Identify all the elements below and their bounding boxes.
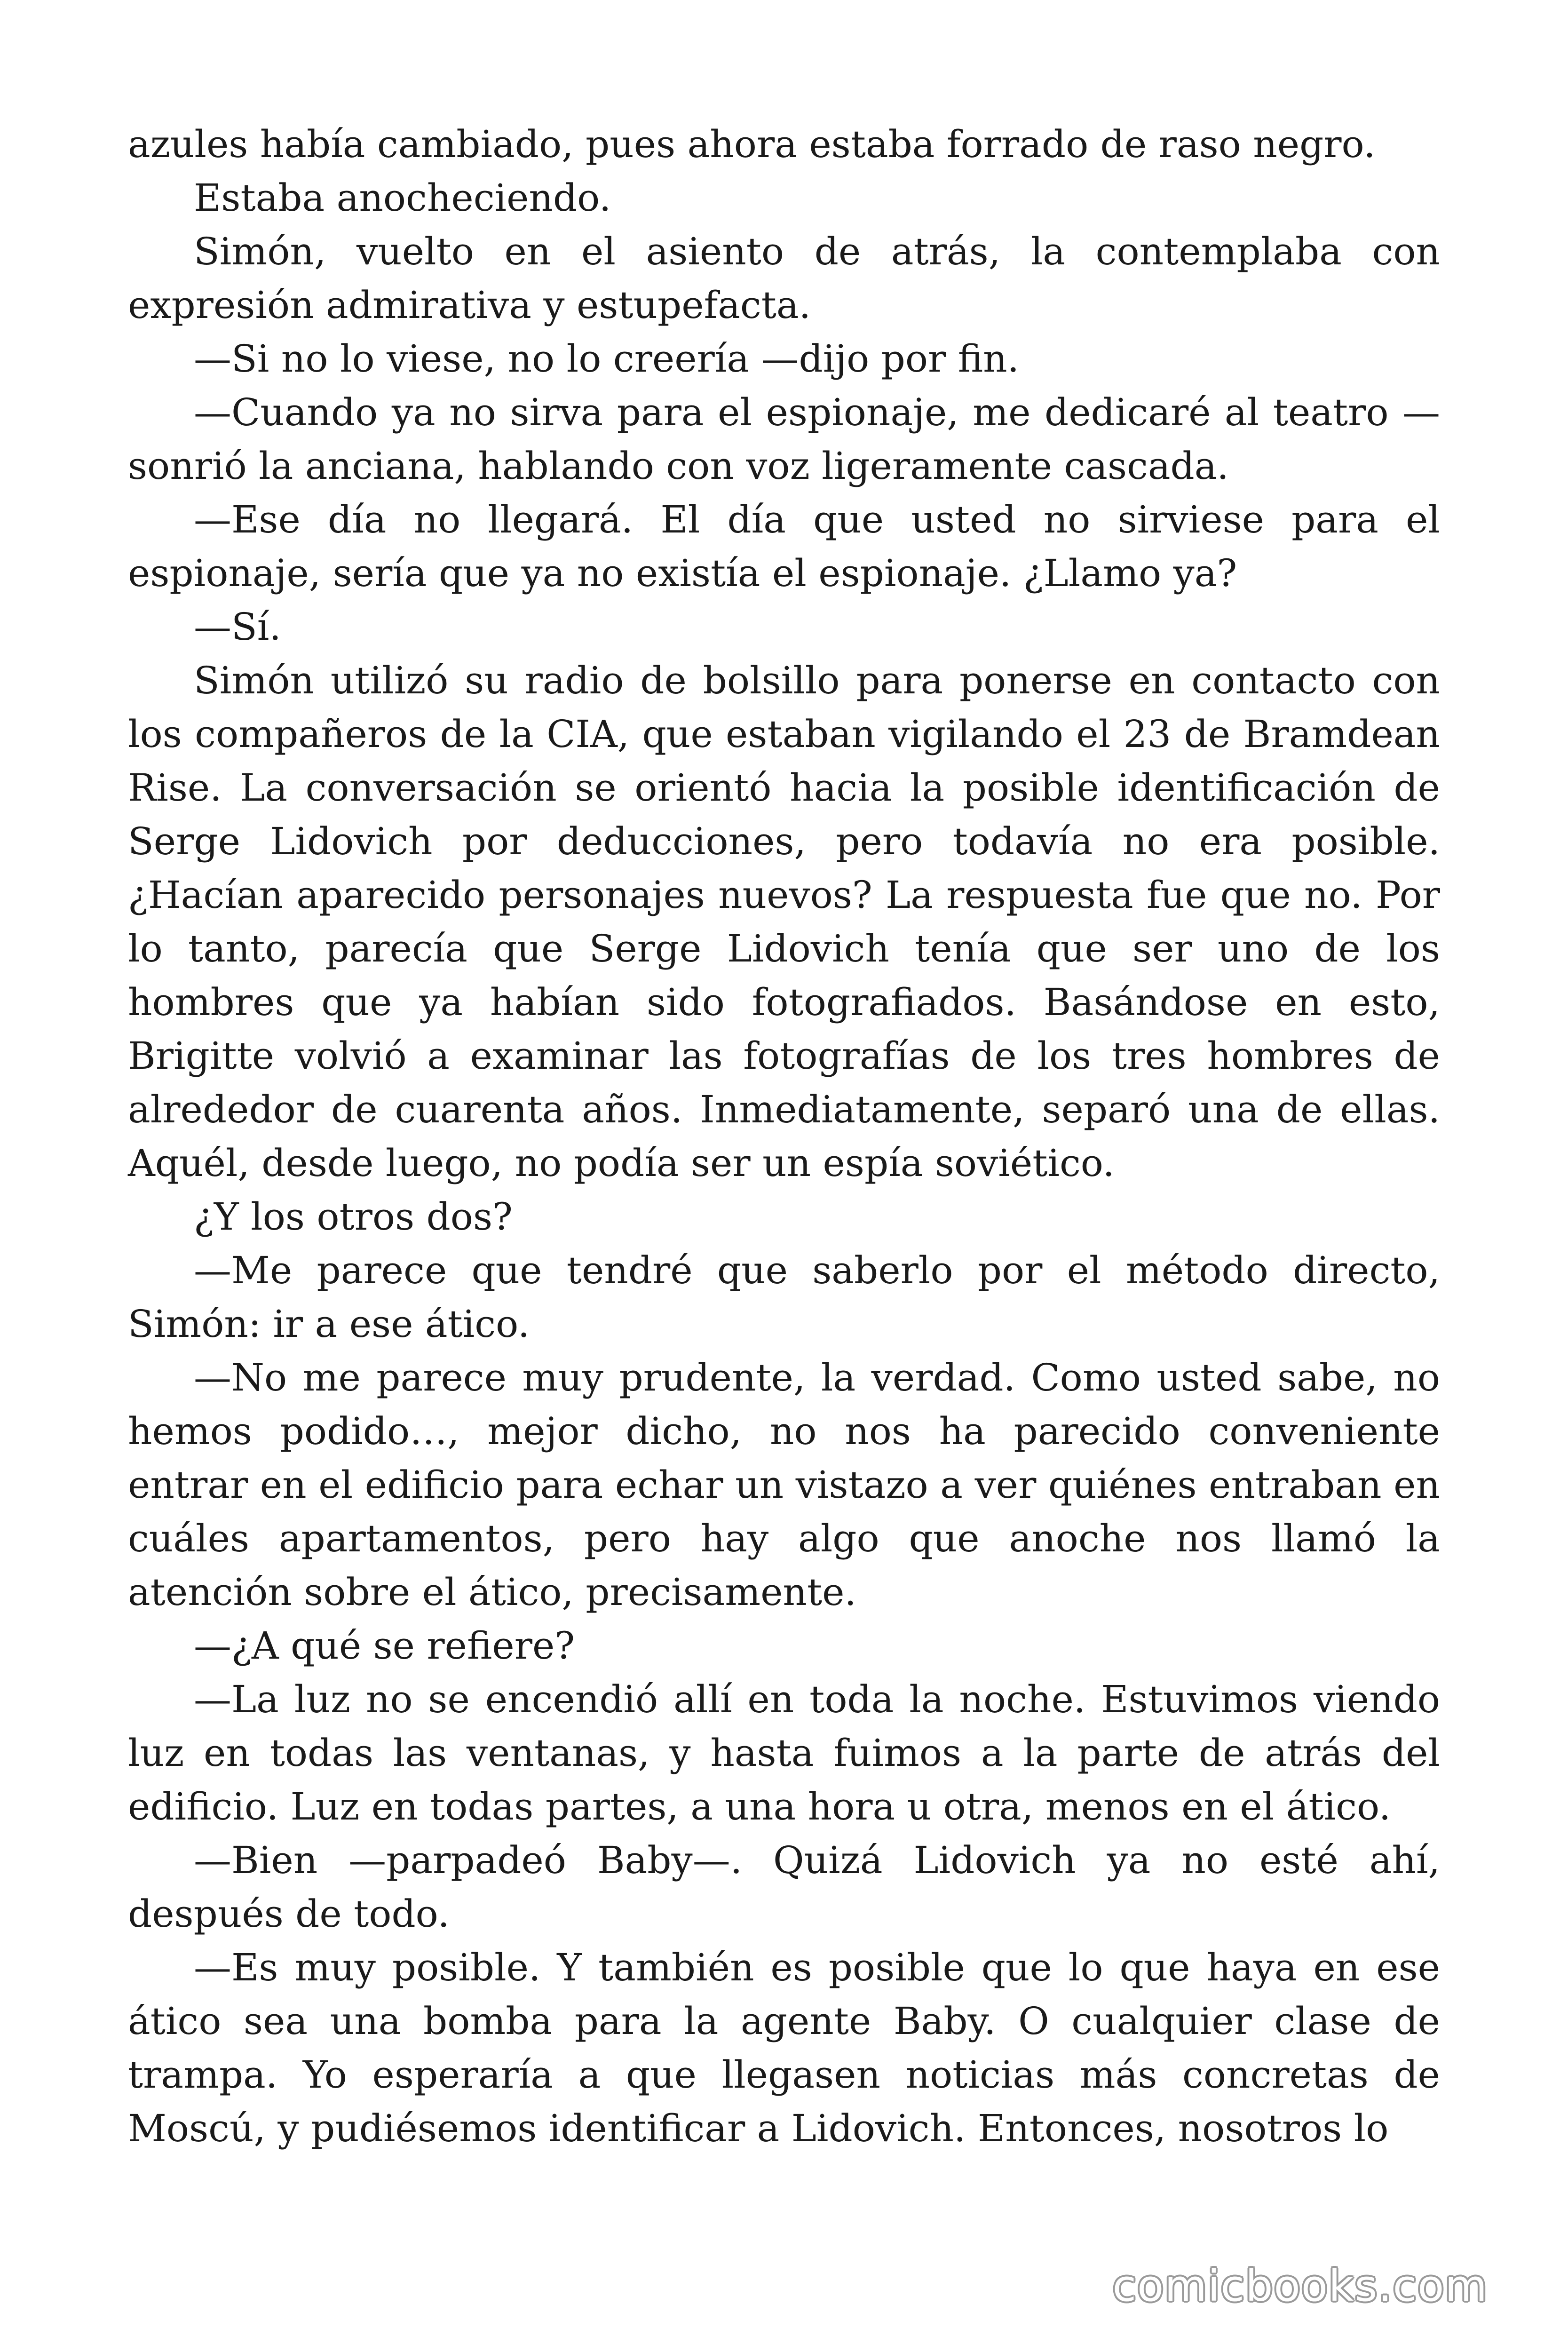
paragraph-14: —Bien —parpadeó Baby—. Quizá Lidovich ya no esté ahí, después de todo.	[128, 1838, 1440, 1936]
paragraph-7: —Sí.	[194, 605, 281, 649]
watermark-logo: comicbooks.com	[1112, 2261, 1488, 2311]
paragraph-12: —¿A qué se refiere?	[194, 1624, 575, 1668]
paragraph-13: —La luz no se encendió allí en toda la noche. Estuvimos viendo luz en todas las ventanas, y hasta fuimos a la parte de atrás del edificio. Luz en todas partes, a una hora u otra, menos en el ático.	[128, 1677, 1440, 1828]
paragraph-3: Simón, vuelto en el asiento de atrás, la contemplaba con expresión admirativa y estupefacta.	[128, 230, 1440, 327]
paragraph-4: —Si no lo viese, no lo creería —dijo por fin.	[194, 337, 1020, 381]
paragraph-15: —Es muy posible. Y también es posible que lo que haya en ese ático sea una bomba para la agente Baby. O cualquier clase de trampa. Yo esperaría a que llegasen noticias más concretas de Moscú, y pudiésemos identificar a Lidovich. Entonces, nosotros lo	[128, 1946, 1440, 2150]
paragraph-8: Simón utilizó su radio de bolsillo para ponerse en contacto con los compañeros de la CIA, que estaban vigilando el 23 de Bramdean Rise. La conversación se orientó hacia la posible identificación de Serge Lidovich por deducciones, pero todavía no era posible. ¿Hacían aparecido personajes nuevos? La respuesta fue que no. Por lo tanto, parecía que Serge Lidovich tenía que ser uno de los hombres que ya habían sido fotografiados. Basándose en esto, Brigitte volvió a examinar las fotografías de los tres hombres de alrededor de cuarenta años. Inmediatamente, separó una de ellas. Aquél, desde luego, no podía ser un espía soviético.	[128, 659, 1440, 1185]
paragraph-1: azules había cambiado, pues ahora estaba forrado de raso negro.	[128, 122, 1376, 166]
book-page-text	[128, 118, 1440, 2155]
paragraph-6: —Ese día no llegará. El día que usted no sirviese para el espionaje, sería que ya no existía el espionaje. ¿Llamo ya?	[128, 498, 1440, 595]
paragraph-9: ¿Y los otros dos?	[194, 1195, 513, 1239]
paragraph-10: —Me parece que tendré que saberlo por el método directo, Simón: ir a ese ático.	[128, 1248, 1440, 1346]
paragraph-11: —No me parece muy prudente, la verdad. Como usted sabe, no hemos podido…, mejor dicho, no nos ha parecido conveniente entrar en el edificio para echar un vistazo a ver quiénes entraban en cuáles apartamentos, pero hay algo que anoche nos llamó la atención sobre el ático, precisamente.	[128, 1356, 1440, 1614]
paragraph-2: Estaba anocheciendo.	[194, 176, 611, 220]
paragraph-5: —Cuando ya no sirva para el espionaje, me dedicaré al teatro —sonrió la anciana, hablando con voz ligeramente cascada.	[128, 390, 1440, 488]
